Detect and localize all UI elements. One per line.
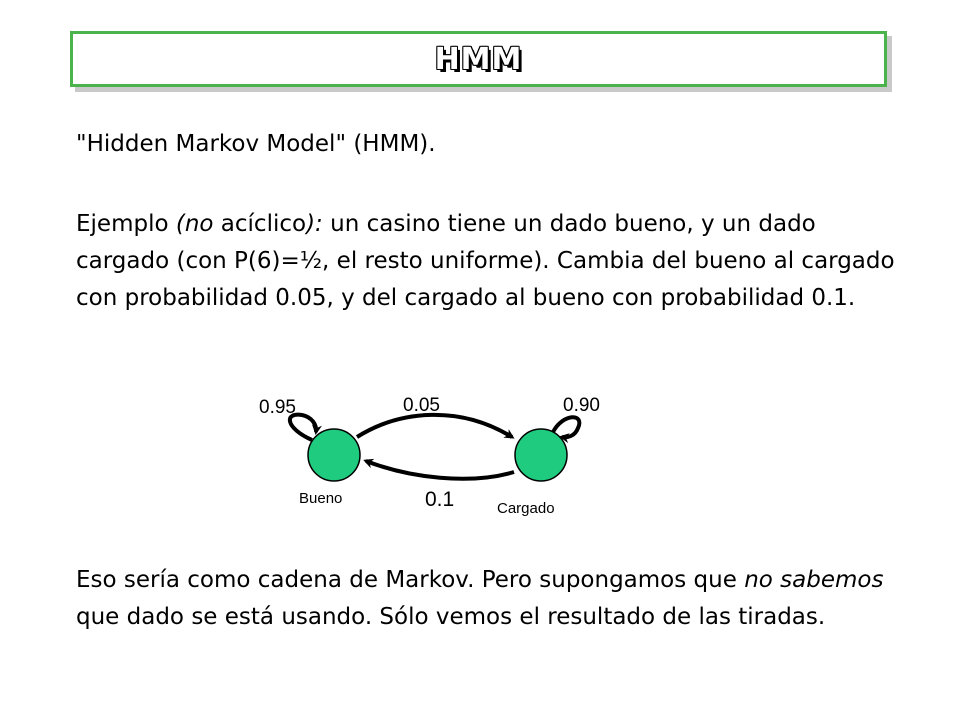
conclusion-text-1: Eso sería como cadena de Markov. Pero supongamos que [76,567,745,593]
example-text-2: acíclico [213,211,307,237]
example-italic-1: (no [175,211,214,237]
conclusion-paragraph [76,562,896,636]
state-cargado [515,429,567,481]
cargado-to-bueno-arrow [366,461,514,479]
cargado-to-bueno-prob-label: 0.1 [425,488,455,511]
example-text-1: Ejemplo [76,211,176,237]
intro-paragraph: "Hidden Markov Model" (HMM). [76,131,436,157]
conclusion-italic: no sabemos [744,567,884,593]
bueno-self-loop-arrow [290,415,316,440]
state-bueno [308,429,360,481]
conclusion-text-2: que dado se está usando. Sólo vemos el resultado de las tiradas. [76,604,826,630]
state-cargado-label: Cargado [497,500,555,517]
bueno-to-cargado-prob-label: 0.05 [403,395,440,416]
example-italic-2: ): [306,211,323,237]
bueno-to-cargado-arrow [357,415,512,437]
example-text-3: un casino tiene un dado bueno, y un dado cargado (con P(6)=½, el resto uniforme). Cambia del bueno al cargado con probabilidad 0.05, y del cargado al bueno con probabilidad 0.1. [76,211,895,311]
state-bueno-label: Bueno [299,490,343,507]
cargado-self-prob-label: 0.90 [563,395,600,416]
bueno-self-prob-label: 0.95 [259,397,296,418]
slide-title: HMM [434,41,523,77]
